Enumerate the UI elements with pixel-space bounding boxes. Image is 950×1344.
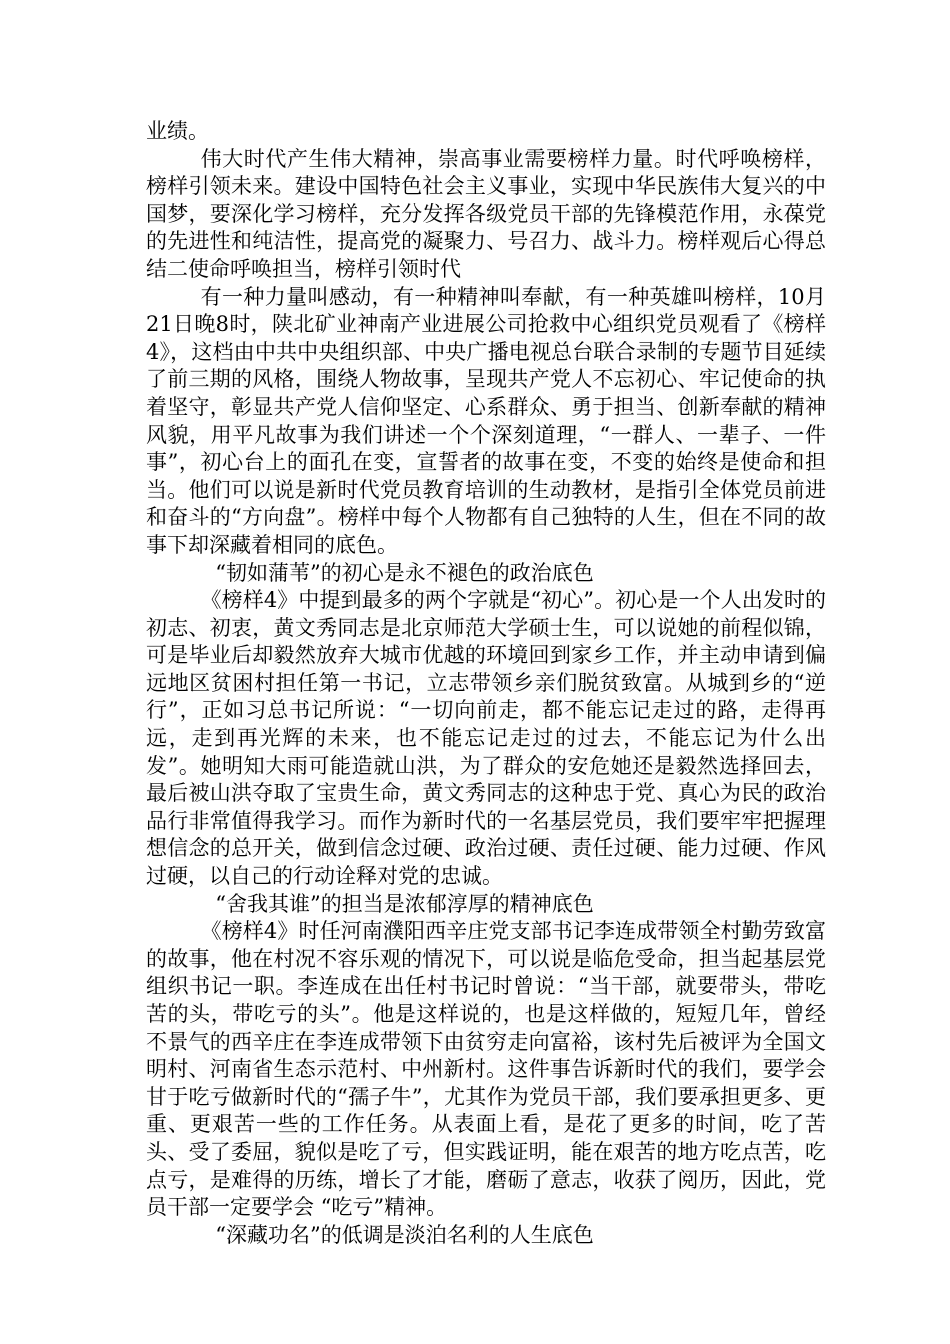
section-heading-low-profile: “深藏功名”的低调是淡泊名利的人生底色	[215, 1222, 594, 1247]
section-heading-original-aspiration: “韧如蒲苇”的初心是永不褪色的政治底色	[215, 560, 594, 585]
paragraph-li-liancheng: 《榜样4》时任河南濮阳西辛庄党支部书记李连成带领全村勤劳致富的故事，他在村况不容乐观的情况下，可以说是临危受命，担当起基层党组织书记一职。李连成在出任村书记时曾说：“当干部，就要带头，带吃苦的头，带吃亏的头”。他是这样说的，也是这样做的，短短几年，曾经不景气的西辛庄在李连成带领下由贫穷走向富裕，该村先后被评为全国文明村、河南省生态示范村、中州新村。这件事告诉新时代的我们，要学会甘于吃亏做新时代的“孺子牛”，尤其作为党员干部，我们要承担更多、更重、更艰苦一些的工作任务。从表面上看，是花了更多的时间，吃了苦头、受了委屈，貌似是吃了亏，但实践证明，能在艰苦的地方吃点苦，吃点亏，是难得的历练，增长了才能，磨砺了意志，收获了阅历，因此，党员干部一定要学会 “吃亏”精神。	[146, 919, 826, 1220]
section-heading-responsibility: “舍我其谁”的担当是浓郁淳厚的精神底色	[215, 891, 594, 916]
document-page	[146, 118, 826, 1249]
paragraph-continuation: 业绩。	[146, 119, 209, 143]
paragraph-era-spirit: 伟大时代产生伟大精神，崇高事业需要榜样力量。时代呼唤榜样，榜样引领未来。建设中国特色社会主义事业，实现中华民族伟大复兴的中国梦，要深化学习榜样，充分发挥各级党员干部的先锋模范作用，永葆党的先进性和纯洁性，提高党的凝聚力、号召力、战斗力。榜样观后心得总结二使命呼唤担当，榜样引领时代	[146, 146, 826, 281]
paragraph-watch-bangyang: 有一种力量叫感动，有一种精神叫奉献，有一种英雄叫榜样，10月21日晚8时，陕北矿业神南产业进展公司抢救中心组织党员观看了《榜样4》，这档由中共中央组织部、中央广播电视总台联合录制的专题节目延续了前三期的风格，围绕人物故事，呈现共产党人不忘初心、牢记使命的执着坚守，彰显共产党人信仰坚定、心系群众、勇于担当、创新奉献的精神风貌，用平凡故事为我们讲述一个个深刻道理，“一群人、一辈子、一件事”，初心台上的面孔在变，宣誓者的故事在变，不变的始终是使命和担当。他们可以说是新时代党员教育培训的生动教材，是指引全体党员前进和奋斗的“方向盘”。榜样中每个人物都有自己独特的人生，但在不同的故事下却深藏着相同的底色。	[146, 284, 826, 557]
paragraph-huang-wenxiu: 《榜样4》中提到最多的两个字就是“初心”。初心是一个人出发时的初志、初衷，黄文秀同志是北京师范大学硕士生，可以说她的前程似锦，可是毕业后却毅然放弃大城市优越的环境回到家乡工作，并主动申请到偏远地区贫困村担任第一书记，立志带领乡亲们脱贫致富。从城到乡的“逆行”，正如习总书记所说：“一切向前走，都不能忘记走过的路，走得再远，走到再光辉的未来，也不能忘记走过的过去，不能忘记为什么出发”。她明知大雨可能造就山洪，为了群众的安危她还是毅然选择回去，最后被山洪夺取了宝贵生命，黄文秀同志的这种忠于党、真心为民的政治品行非常值得我学习。而作为新时代的一名基层党员，我们要牢牢把握理想信念的总开关，做到信念过硬、政治过硬、责任过硬、能力过硬、作风过硬，以自己的行动诠释对党的忠诚。	[146, 588, 826, 889]
